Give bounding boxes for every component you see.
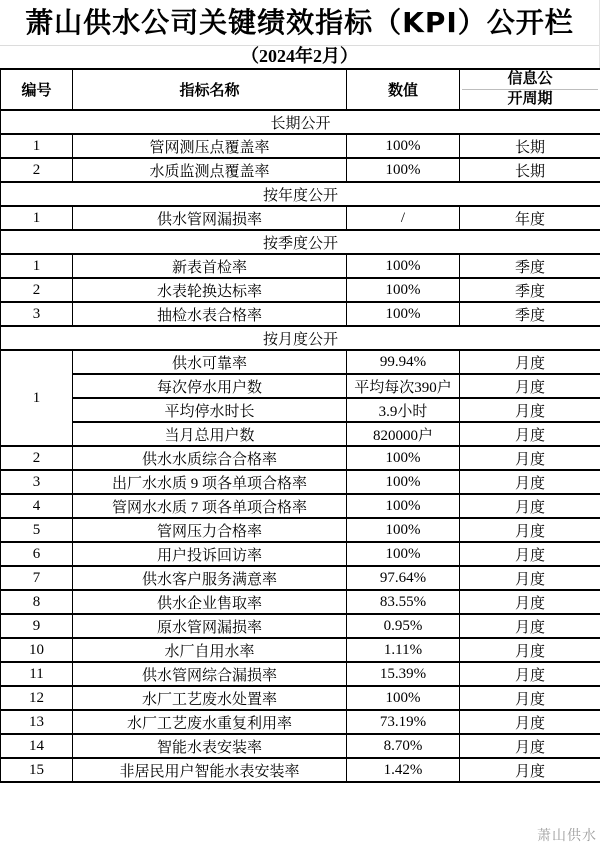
kpi-row xyxy=(1,302,600,326)
indicator-value: 8.70% xyxy=(347,734,460,758)
indicator-name: 每次停水用户数 xyxy=(73,374,347,398)
kpi-row xyxy=(1,518,600,542)
kpi-row xyxy=(1,638,600,662)
indicator-name: 当月总用户数 xyxy=(73,422,347,446)
indicator-value: 100% xyxy=(347,542,460,566)
kpi-row xyxy=(1,422,600,446)
row-number: 11 xyxy=(1,662,73,686)
indicator-name: 水厂工艺废水处置率 xyxy=(73,686,347,710)
disclosure-period: 年度 xyxy=(460,206,600,230)
row-number: 2 xyxy=(1,446,73,470)
section-title: 按季度公开 xyxy=(1,230,600,254)
indicator-value: / xyxy=(347,206,460,230)
indicator-value: 1.11% xyxy=(347,638,460,662)
disclosure-period: 月度 xyxy=(460,686,600,710)
section-header-row xyxy=(1,230,600,254)
disclosure-period: 月度 xyxy=(460,590,600,614)
disclosure-period: 月度 xyxy=(460,734,600,758)
section-title: 按月度公开 xyxy=(1,326,600,350)
disclosure-period: 季度 xyxy=(460,302,600,326)
row-number: 2 xyxy=(1,158,73,182)
indicator-name: 抽检水表合格率 xyxy=(73,302,347,326)
disclosure-period: 月度 xyxy=(460,614,600,638)
section-title: 按年度公开 xyxy=(1,182,600,206)
indicator-name: 供水客户服务满意率 xyxy=(73,566,347,590)
disclosure-period: 月度 xyxy=(460,494,600,518)
indicator-name: 平均停水时长 xyxy=(73,398,347,422)
disclosure-period: 月度 xyxy=(460,518,600,542)
header-value: 数值 xyxy=(347,69,460,110)
kpi-row xyxy=(1,134,600,158)
indicator-name: 水表轮换达标率 xyxy=(73,278,347,302)
header-period-line1: 信息公 xyxy=(462,70,598,90)
page-title: 萧山供水公司关键绩效指标（KPI）公开栏 xyxy=(0,0,599,46)
indicator-value: 15.39% xyxy=(347,662,460,686)
indicator-name: 供水可靠率 xyxy=(73,350,347,374)
indicator-name: 新表首检率 xyxy=(73,254,347,278)
kpi-row xyxy=(1,494,600,518)
indicator-name: 管网水水质 7 项各单项合格率 xyxy=(73,494,347,518)
header-number: 编号 xyxy=(1,69,73,110)
row-number: 4 xyxy=(1,494,73,518)
kpi-row xyxy=(1,278,600,302)
row-number: 8 xyxy=(1,590,73,614)
indicator-name: 智能水表安装率 xyxy=(73,734,347,758)
row-number: 1 xyxy=(1,350,73,446)
table-header-row xyxy=(1,69,600,110)
indicator-name: 供水管网综合漏损率 xyxy=(73,662,347,686)
kpi-row xyxy=(1,254,600,278)
disclosure-period: 月度 xyxy=(460,374,600,398)
indicator-value: 3.9小时 xyxy=(347,398,460,422)
kpi-row xyxy=(1,566,600,590)
indicator-value: 100% xyxy=(347,446,460,470)
kpi-row xyxy=(1,614,600,638)
indicator-name: 出厂水水质 9 项各单项合格率 xyxy=(73,470,347,494)
indicator-value: 100% xyxy=(347,278,460,302)
indicator-value: 100% xyxy=(347,158,460,182)
indicator-name: 原水管网漏损率 xyxy=(73,614,347,638)
indicator-value: 100% xyxy=(347,254,460,278)
row-number: 5 xyxy=(1,518,73,542)
indicator-value: 83.55% xyxy=(347,590,460,614)
kpi-row xyxy=(1,758,600,782)
kpi-row xyxy=(1,158,600,182)
row-number: 3 xyxy=(1,302,73,326)
row-number: 10 xyxy=(1,638,73,662)
row-number: 1 xyxy=(1,206,73,230)
section-header-row xyxy=(1,326,600,350)
header-indicator-name: 指标名称 xyxy=(73,69,347,110)
indicator-value: 99.94% xyxy=(347,350,460,374)
indicator-name: 供水管网漏损率 xyxy=(73,206,347,230)
disclosure-period: 月度 xyxy=(460,710,600,734)
indicator-value: 73.19% xyxy=(347,710,460,734)
row-number: 12 xyxy=(1,686,73,710)
disclosure-period: 月度 xyxy=(460,758,600,782)
disclosure-period: 长期 xyxy=(460,134,600,158)
disclosure-period: 月度 xyxy=(460,638,600,662)
kpi-row xyxy=(1,398,600,422)
kpi-row xyxy=(1,446,600,470)
indicator-value: 100% xyxy=(347,134,460,158)
indicator-value: 100% xyxy=(347,494,460,518)
kpi-row xyxy=(1,662,600,686)
indicator-value: 100% xyxy=(347,302,460,326)
kpi-row xyxy=(1,542,600,566)
section-header-row xyxy=(1,182,600,206)
row-number: 1 xyxy=(1,134,73,158)
indicator-name: 用户投诉回访率 xyxy=(73,542,347,566)
row-number: 3 xyxy=(1,470,73,494)
row-number: 15 xyxy=(1,758,73,782)
row-number: 6 xyxy=(1,542,73,566)
indicator-name: 水质监测点覆盖率 xyxy=(73,158,347,182)
indicator-value: 0.95% xyxy=(347,614,460,638)
indicator-name: 非居民用户智能水表安装率 xyxy=(73,758,347,782)
disclosure-period: 月度 xyxy=(460,398,600,422)
disclosure-period: 月度 xyxy=(460,446,600,470)
title-block xyxy=(0,0,600,68)
disclosure-period: 季度 xyxy=(460,278,600,302)
indicator-name: 水厂自用水率 xyxy=(73,638,347,662)
row-number: 13 xyxy=(1,710,73,734)
header-period-line2: 开周期 xyxy=(507,91,553,107)
watermark: 萧山供水 xyxy=(537,829,597,844)
indicator-name: 水厂工艺废水重复利用率 xyxy=(73,710,347,734)
disclosure-period: 季度 xyxy=(460,254,600,278)
kpi-row xyxy=(1,470,600,494)
row-number: 9 xyxy=(1,614,73,638)
row-number: 2 xyxy=(1,278,73,302)
page-subtitle: （2024年2月） xyxy=(241,46,358,66)
kpi-row xyxy=(1,734,600,758)
kpi-row xyxy=(1,686,600,710)
indicator-value: 100% xyxy=(347,470,460,494)
section-title: 长期公开 xyxy=(1,110,600,134)
kpi-table xyxy=(0,68,600,783)
disclosure-period: 月度 xyxy=(460,350,600,374)
indicator-name: 供水水质综合合格率 xyxy=(73,446,347,470)
disclosure-period: 月度 xyxy=(460,422,600,446)
disclosure-period: 月度 xyxy=(460,470,600,494)
row-number: 1 xyxy=(1,254,73,278)
section-header-row xyxy=(1,110,600,134)
kpi-row xyxy=(1,206,600,230)
header-disclosure-period xyxy=(460,69,600,110)
kpi-row xyxy=(1,374,600,398)
indicator-name: 供水企业售取率 xyxy=(73,590,347,614)
indicator-value: 平均每次390户 xyxy=(347,374,460,398)
indicator-value: 100% xyxy=(347,518,460,542)
row-number: 7 xyxy=(1,566,73,590)
disclosure-period: 月度 xyxy=(460,542,600,566)
kpi-row xyxy=(1,350,600,374)
disclosure-period: 月度 xyxy=(460,566,600,590)
disclosure-period: 长期 xyxy=(460,158,600,182)
kpi-row xyxy=(1,590,600,614)
indicator-value: 97.64% xyxy=(347,566,460,590)
row-number: 14 xyxy=(1,734,73,758)
indicator-value: 1.42% xyxy=(347,758,460,782)
indicator-value: 100% xyxy=(347,686,460,710)
indicator-name: 管网测压点覆盖率 xyxy=(73,134,347,158)
indicator-value: 820000户 xyxy=(347,422,460,446)
disclosure-period: 月度 xyxy=(460,662,600,686)
kpi-table-body xyxy=(1,110,600,782)
kpi-row xyxy=(1,710,600,734)
indicator-name: 管网压力合格率 xyxy=(73,518,347,542)
